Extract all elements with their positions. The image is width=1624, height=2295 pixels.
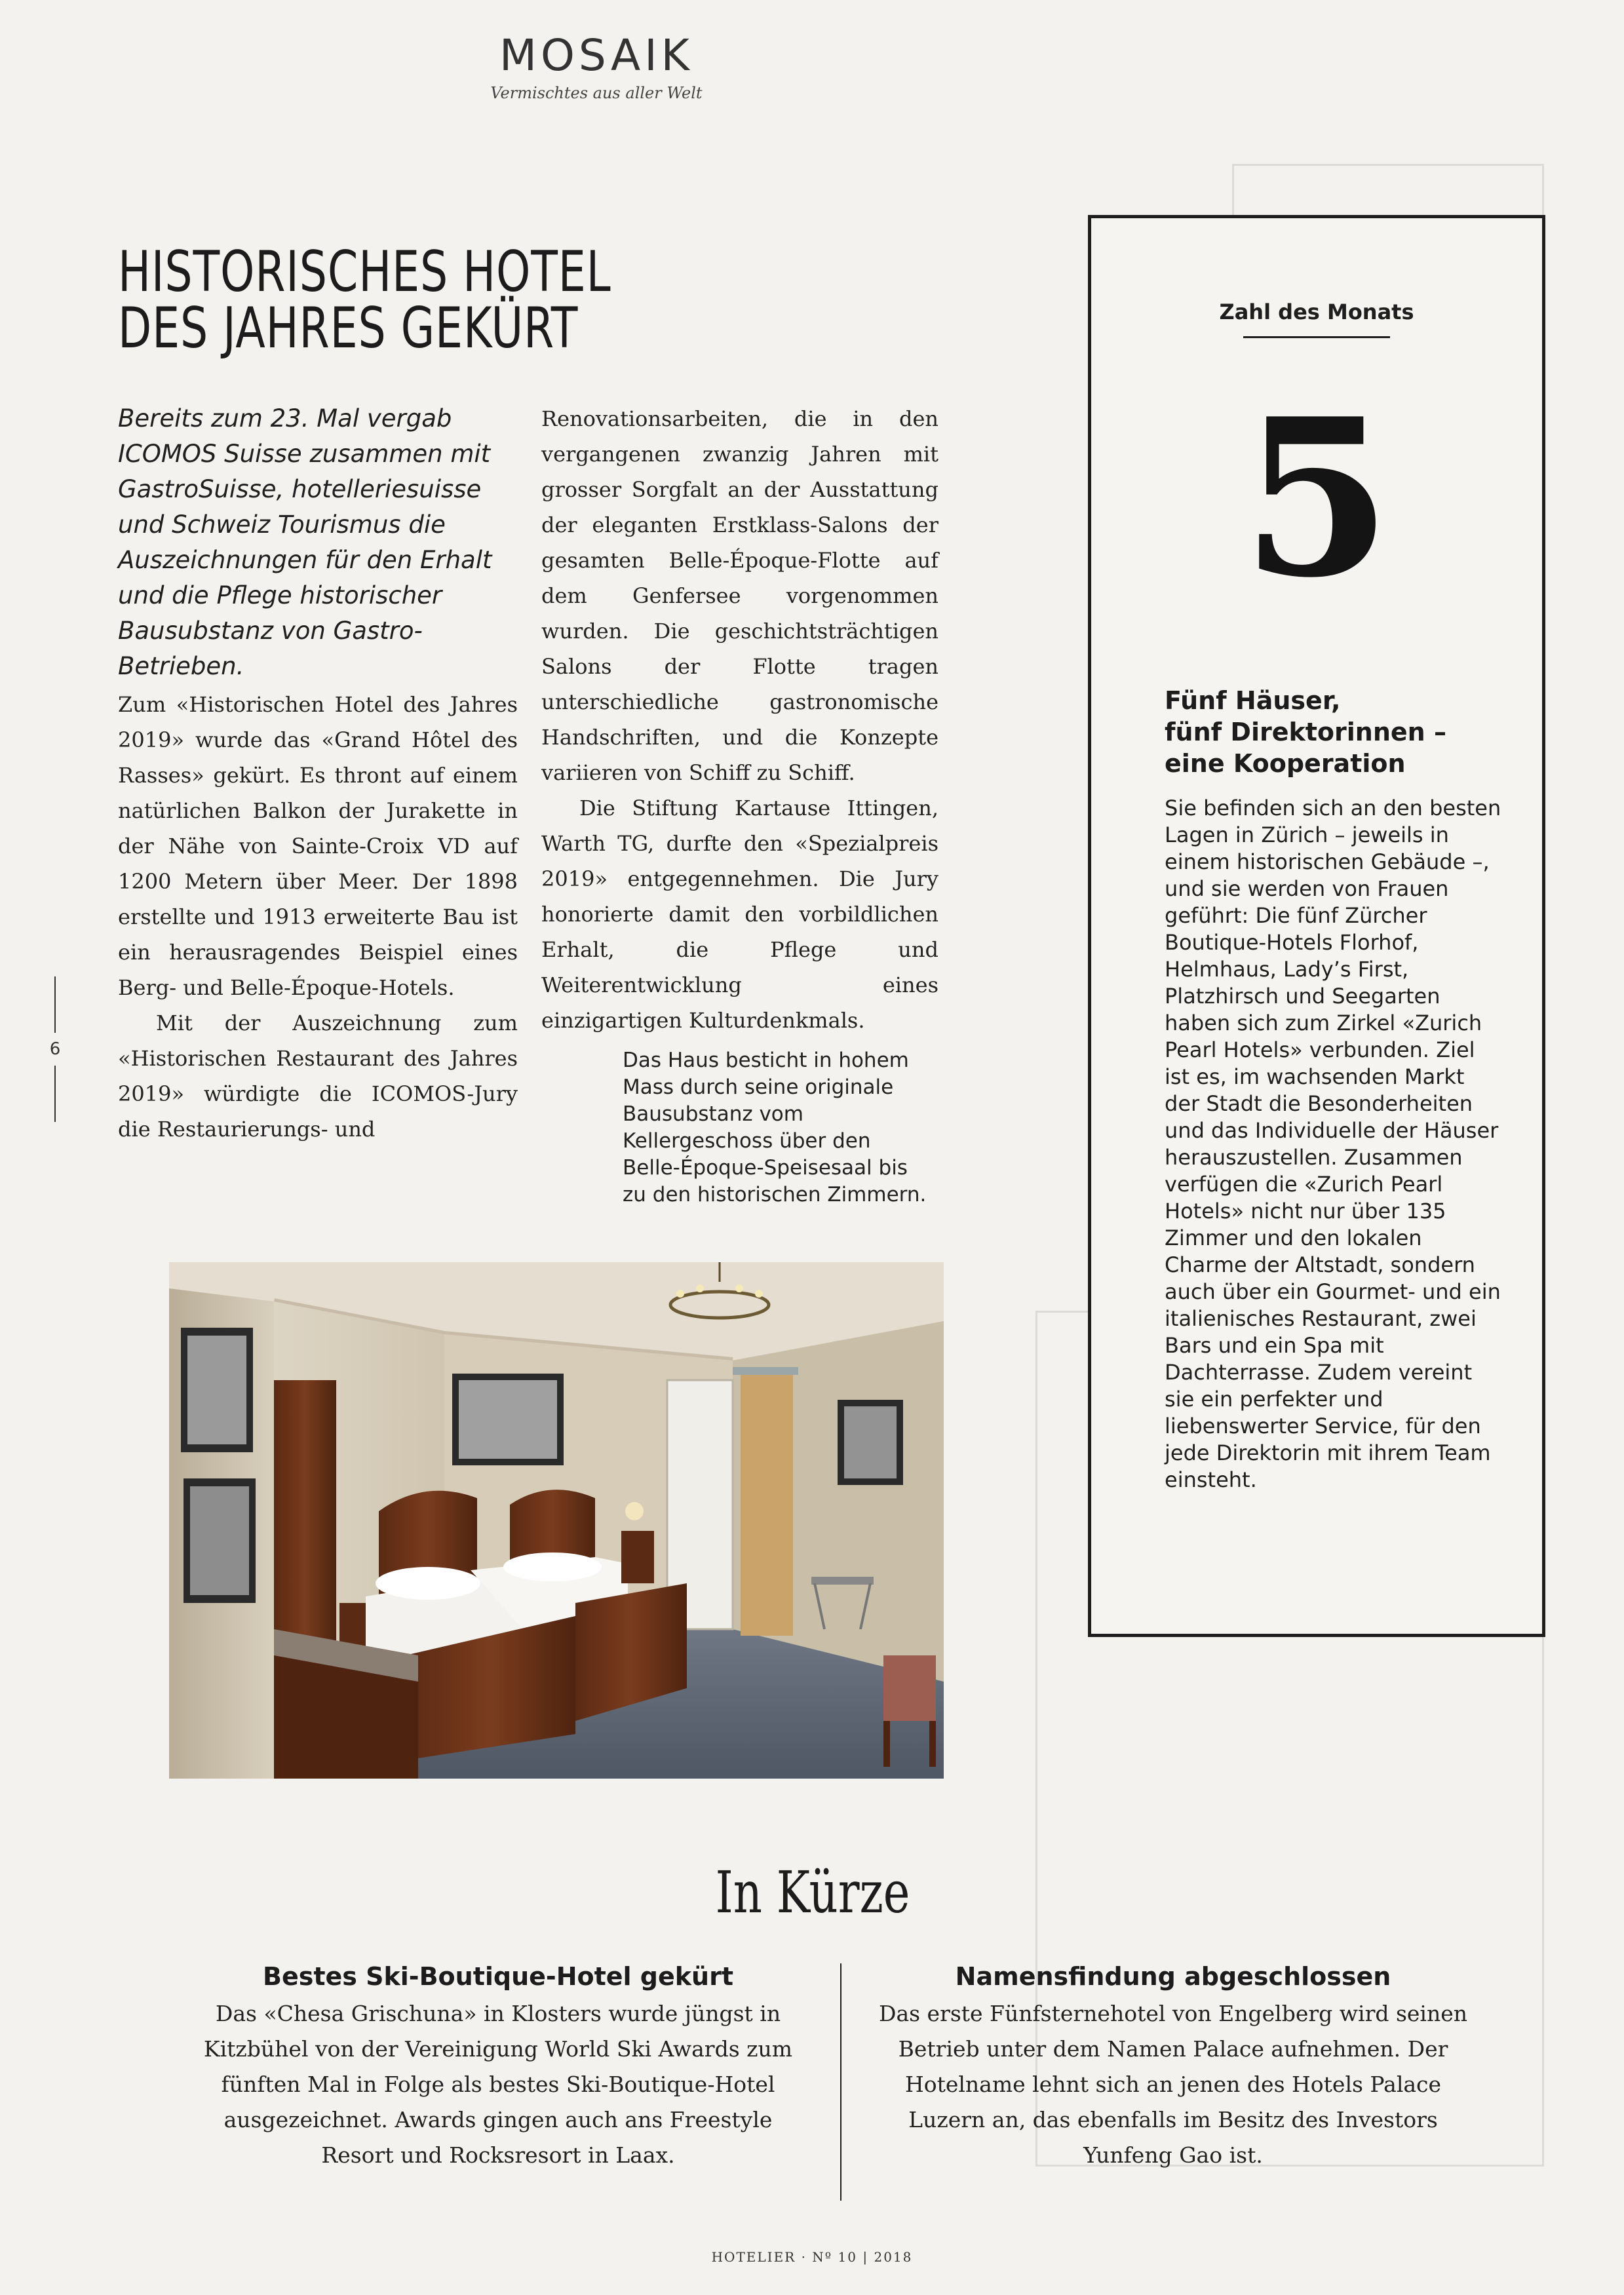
section-header (459, 30, 734, 102)
article-column-left (118, 687, 518, 1147)
article-column-right (541, 401, 938, 1038)
page-number-text: 6 (49, 1039, 61, 1059)
headline-line-2: DES JAHRES GEKÜRT (118, 296, 579, 361)
hotel-room-illustration (169, 1262, 944, 1779)
article-paragraph-1: Zum «Historischen Hotel des Jahres 2019» wurde das «Grand Hôtel des Rasses» gekürt. Es thront auf einem natürlichen Balkon der Jurakette in der Nähe von Sainte-Croix VD auf 1200 Metern über Meer. Der 1898 erstellte und 1913 erweiterte Bau ist ein herausragendes Beispiel eines Berg- und Belle-Époque-Hotels. (118, 692, 518, 1000)
hotel-room-photo (169, 1262, 944, 1779)
briefs-title: In Kürze (715, 1859, 910, 1926)
photo-caption: Das Haus besticht in hohem Mass durch seine originale Bausubstanz vom Kellergeschoss über den Belle-Époque-Speisesaal bis zu den historischen Zimmern. (623, 1049, 927, 1206)
headline-line-1: HISTORISCHES HOTEL (118, 239, 611, 305)
article-lead: Bereits zum 23. Mal vergab ICOMOS Suisse zusammen mit GastroSuisse, hotelleriesuisse und Schweiz Tourismus die Auszeichnungen für den Erhalt und die Pflege historischer Bausubstanz von Gastro-Betrieben. (118, 404, 492, 680)
section-title: MOSAIK (499, 30, 693, 81)
article-headline (118, 239, 659, 361)
article-paragraph-2-continued: Renovationsarbeiten, die in den vergangenen zwanzig Jahren mit grosser Sorgfalt an der Ausstattung der eleganten Erstklass-Salons der gesamten Belle-Époque-Flotte auf dem Genfersee vorgenommen wurden. Die geschichtsträchtigen Salons der Flotte tragen unterschiedliche gastronomische Handschriften, und die Konzepte variieren von Schiff zu Schiff. (541, 406, 938, 785)
briefs-divider (840, 1963, 841, 2201)
sidebar-rule (1243, 336, 1390, 338)
folio-rule-top (54, 976, 56, 1033)
sidebar-number: 5 (1241, 371, 1392, 625)
number-of-month-box (1088, 215, 1545, 1637)
brief-right (865, 1962, 1481, 2173)
sidebar-subhead (1165, 685, 1505, 779)
brief-right-heading: Namensfindung abgeschlossen (955, 1962, 1391, 1991)
section-subtitle: Vermischtes aus aller Welt (490, 84, 703, 102)
sidebar-body: Sie befinden sich an den besten Lagen in Zürich – jeweils in einem historischen Gebäude –, und sie werden von Frauen geführt: Die fünf Zürcher Boutique-Hotels Florhof, Helmhaus, Lady’s First, Platzhirsch und Seegarten haben sich zum Zirkel «Zurich Pearl Hotels» verbunden. Ziel ist es, im wachsenden Markt der Stadt die Besonderheiten und das Individuelle der Häuser herauszustellen. Zusammen verfügen die «Zurich Pearl Hotels» nicht nur über 135 Zimmer und den lokalen Charme der Altstadt, sondern auch über ein Gourmet- und ein italienisches Restaurant, zwei Bars und ein Spa mit Dachterrasse. Zudem vereint sie ein perfekter und liebenswerter Service, für den jede Direktorin mit ihrem Team einsteht. (1165, 796, 1501, 1492)
folio-rule-bottom (54, 1066, 56, 1122)
brief-left (190, 1962, 806, 2173)
brief-right-text: Das erste Fünfsternehotel von Engelberg wird seinen Betrieb unter dem Namen Palace aufnehmen. Der Hotelname lehnt sich an jenen des Hotels Palace Luzern an, das ebenfalls im Besitz des Investors Yunfeng Gao ist. (878, 2001, 1468, 2168)
sidebar-label: Zahl des Monats (1219, 299, 1414, 324)
page-footer: HOTELIER · Nº 10 | 2018 (711, 2249, 913, 2265)
sidebar-subhead-line-1: Fünf Häuser, (1165, 686, 1341, 715)
brief-left-heading: Bestes Ski-Boutique-Hotel gekürt (263, 1962, 733, 1991)
article-paragraph-3: Die Stiftung Kartause Ittingen, Warth TG, durfte den «Spezialpreis 2019» entgegennehmen. Die Jury honorierte damit den vorbildlichen Erhalt, die Pflege und Weiterentwicklung eines einzigartigen Kulturdenkmals. (541, 796, 938, 1033)
sidebar-subhead-line-2: fünf Direktorinnen – (1165, 718, 1446, 746)
article-paragraph-2: Mit der Auszeichnung zum «Historischen Restaurant des Jahres 2019» würdigte die ICOMOS-Jury die Restaurierungs- und (118, 1011, 518, 1142)
page-number (48, 976, 62, 1122)
sidebar-subhead-line-3: eine Kooperation (1165, 749, 1406, 778)
brief-left-text: Das «Chesa Grischuna» in Klosters wurde jüngst in Kitzbühel von der Vereinigung World Ski Awards zum fünften Mal in Folge als bestes Ski-Boutique-Hotel ausgezeichnet. Awards gingen auch ans Freestyle Resort und Rocksresort in Laax. (203, 2001, 793, 2168)
